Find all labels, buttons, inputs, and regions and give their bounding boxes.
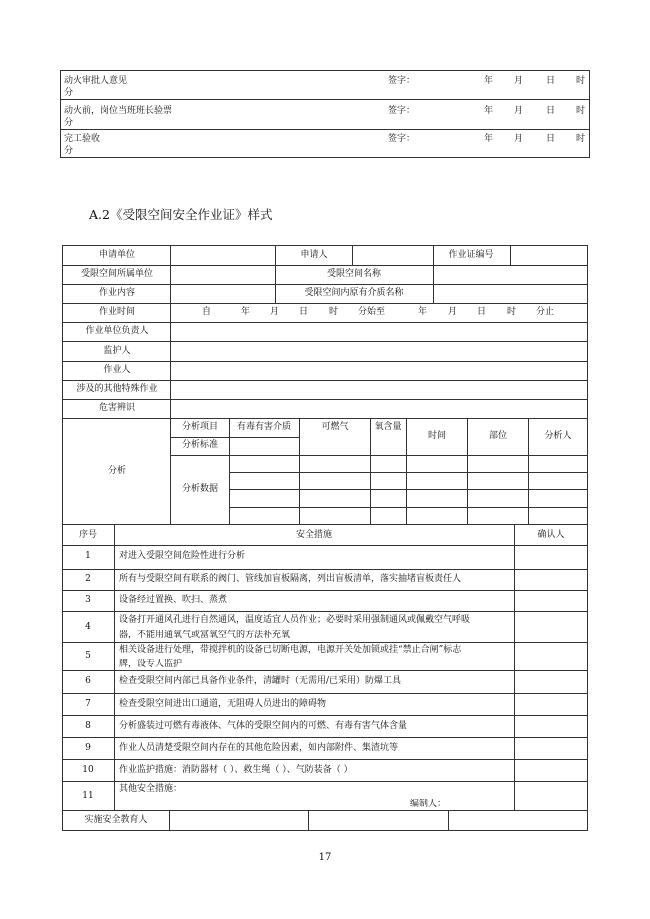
time-month-label: 月: [448, 307, 458, 317]
measure-text-cont: 器，不能用通氧气或富氧空气的方法补充氧: [119, 630, 291, 639]
leader-label: 作业单位负责人: [85, 326, 149, 336]
prepared-by-label: 编制人：: [410, 799, 447, 809]
hour-label: 时: [576, 134, 586, 144]
measure-number: 2: [85, 574, 91, 584]
month-label: 月: [514, 134, 524, 144]
measure-text: 对进入受限空间危险性进行分析: [119, 551, 246, 561]
measure-text: 作业人员清楚受限空间内存在的其他危险因素，如内部附件、集渣坑等: [119, 743, 399, 753]
measure-number: 8: [85, 721, 91, 731]
hour-label: 时: [576, 76, 586, 86]
day-label: 日: [546, 134, 556, 144]
time-day-label: 日: [299, 307, 309, 317]
measure-number: 6: [85, 676, 91, 686]
hazard-label: 危害辨识: [98, 403, 136, 413]
analyst-col-label: 分析人: [544, 431, 572, 441]
row-label: 动火审批人意见: [64, 76, 128, 86]
time-from-label: 自: [202, 307, 212, 317]
guardian-label: 监护人: [103, 346, 131, 356]
original-medium-label: 受限空间内原有介质名称: [304, 288, 404, 298]
time-col-label: 时间: [427, 431, 447, 441]
measure-number: 11: [82, 791, 94, 801]
measure-text: 分析盛装过可燃有毒液体、气体的受限空间内的可燃、有毒有害气体含量: [119, 721, 408, 731]
row-label: 完工验收: [64, 134, 101, 144]
analysis-item-label: 分析项目: [181, 422, 219, 432]
confined-space-permit-form: [62, 245, 588, 831]
position-col-label: 部位: [488, 431, 508, 441]
month-label: 月: [514, 76, 524, 86]
analysis-data-label: 分析数据: [181, 484, 219, 494]
applicant-label: 申请人: [300, 250, 328, 260]
time-month-label: 月: [270, 307, 280, 317]
measures-header: 安全措施: [295, 530, 333, 540]
measure-text: 检查受限空间内部已具备作业条件，清罐时（无需用/已采用）防爆工具: [119, 676, 402, 686]
month-label: 月: [514, 106, 524, 116]
measure-number: 10: [82, 765, 94, 775]
sign-label: 签字：: [388, 106, 416, 116]
combustible-label: 可燃气: [321, 422, 349, 432]
sign-label: 签字：: [388, 134, 416, 144]
measure-text-cont: 牌，设专人监护: [119, 659, 183, 668]
toxic-label: 有毒有害介质: [236, 422, 292, 432]
time-day-label: 日: [477, 307, 487, 317]
other-special-label: 涉及的其他特殊作业: [76, 384, 158, 394]
sign-label: 签字：: [388, 76, 416, 86]
measure-number: 1: [85, 551, 91, 561]
measure-number: 4: [85, 622, 91, 632]
measure-text: 所有与受限空间有联系的阀门、管线加盲板隔离，列出盲板清单，落实抽堵盲板责任人: [119, 574, 462, 584]
row-label: 动火前，岗位当班班长验票: [64, 106, 173, 116]
measure-text: 检查受限空间进出口通道，无阻碍人员进出的障碍物: [119, 699, 327, 709]
measure-number: 3: [85, 595, 91, 605]
time-end-label: 分止: [536, 307, 555, 317]
year-label: 年: [484, 134, 494, 144]
measure-number: 7: [85, 699, 91, 709]
measure-text: 设备打开通风孔进行自然通风，温度适宜人员作业；必要时采用强制通风或佩戴空气呼吸: [119, 615, 471, 625]
row-minute: 分: [64, 118, 74, 128]
analysis-label: 分析: [107, 466, 127, 476]
measure-number: 9: [85, 743, 91, 753]
measure-text: 设备经过置换、吹扫、蒸煮: [119, 595, 228, 605]
day-label: 日: [546, 76, 556, 86]
row-minute: 分: [64, 146, 74, 156]
section-title: A.2《受限空间安全作业证》样式: [89, 207, 273, 222]
time-year-label: 年: [418, 307, 428, 317]
space-unit-label: 受限空间所属单位: [80, 269, 154, 279]
educator-label: 实施安全教育人: [84, 815, 148, 825]
time-start-label: 分始至: [358, 307, 386, 317]
permit-no-label: 作业证编号: [448, 250, 494, 260]
year-label: 年: [484, 106, 494, 116]
worker-label: 作业人: [103, 365, 131, 375]
measure-number: 5: [85, 651, 91, 661]
row-minute: 分: [64, 88, 74, 98]
time-year-label: 年: [241, 307, 251, 317]
applicant-unit-label: 申请单位: [98, 250, 136, 260]
hour-label: 时: [576, 106, 586, 116]
time-hour-label: 时: [507, 307, 517, 317]
confirm-header: 确认人: [537, 530, 565, 540]
year-label: 年: [484, 76, 494, 86]
work-time-label: 作业时间: [98, 307, 136, 317]
page-number: 17: [318, 852, 332, 863]
time-hour-label: 时: [329, 307, 339, 317]
analysis-standard-label: 分析标准: [181, 440, 219, 450]
top-signoff-table: [60, 70, 590, 158]
space-name-label: 受限空间名称: [326, 269, 382, 279]
measure-text: 相关设备进行处理，带搅拌机的设备已切断电源，电源开关处加锁或挂“禁止合闸”标志: [119, 645, 462, 655]
work-content-label: 作业内容: [98, 288, 136, 298]
measure-text: 作业监护措施：消防器材（ ）、救生绳（ ）、气防装备（ ）: [119, 765, 353, 775]
seq-header: 序号: [78, 530, 98, 540]
measure-text: 其他安全措施：: [119, 784, 183, 794]
oxygen-label: 氧含量: [374, 422, 402, 432]
day-label: 日: [546, 106, 556, 116]
